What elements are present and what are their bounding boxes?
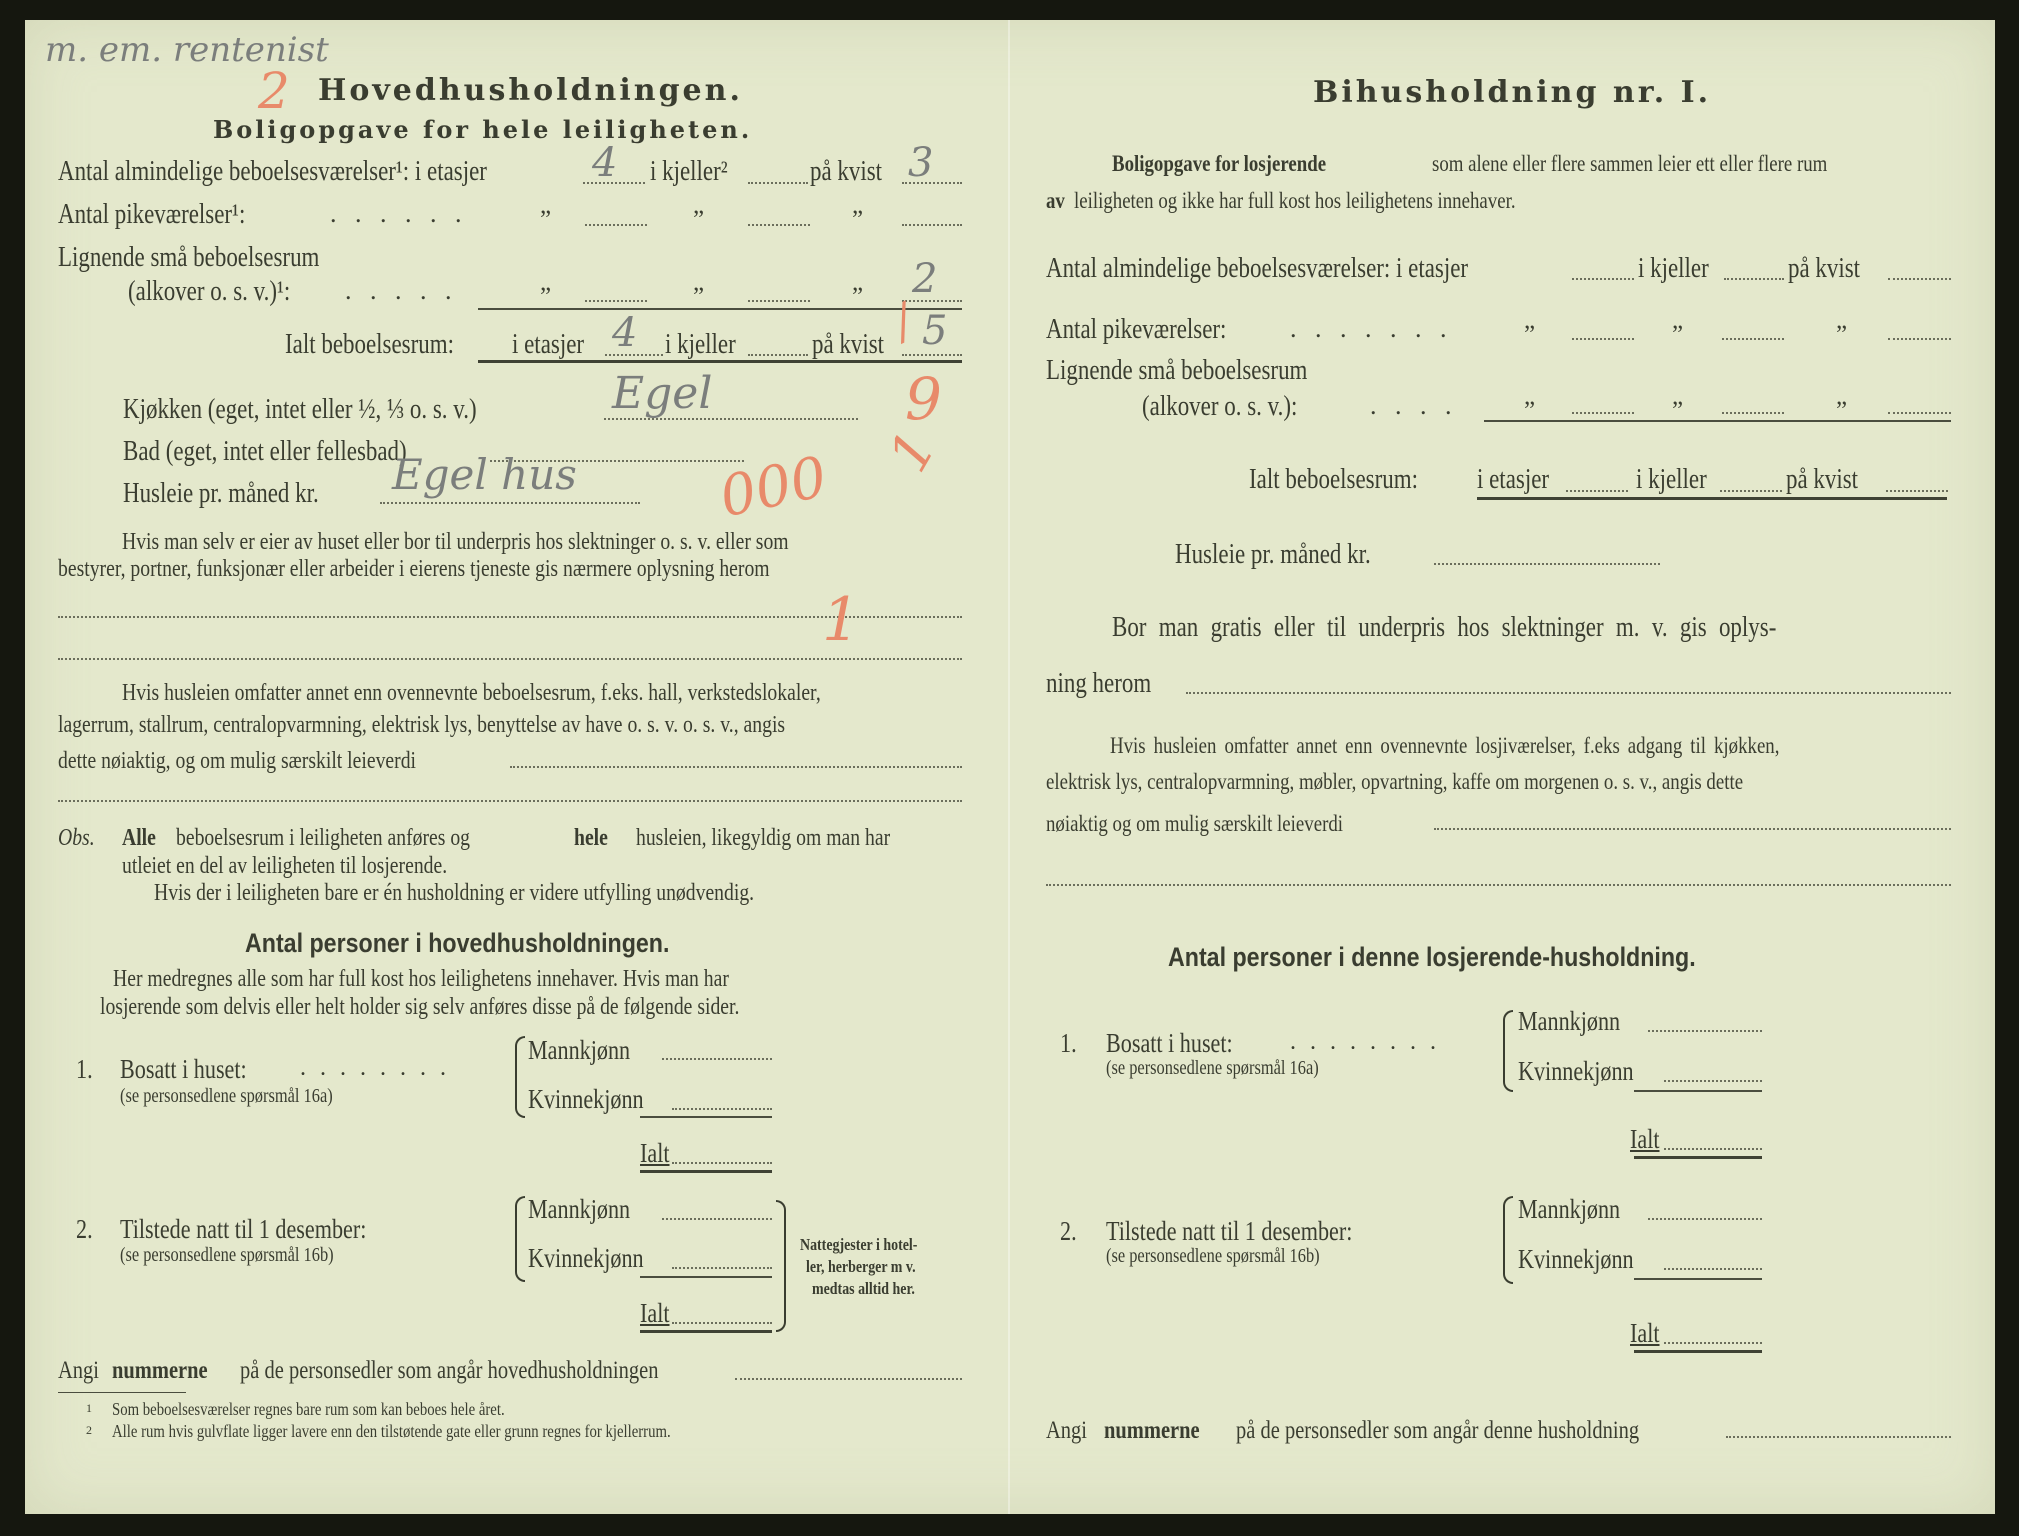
rooms-total-kvist-value: 5 bbox=[922, 308, 948, 354]
ditto-mark: ” bbox=[1836, 397, 1848, 424]
r-free-line1: Bor man gratis eller til underpris hos slektninger m. v. gis oplys- bbox=[1112, 612, 1777, 643]
r-q2-sublabel: (se personsedlene spørsmål 16b) bbox=[1106, 1245, 1320, 1267]
intro-line2: leiligheten og ikke har full kost hos leilighetens innehaver. bbox=[1074, 188, 1516, 213]
obs-label: Obs. bbox=[58, 825, 95, 851]
ditto-mark: ” bbox=[540, 283, 552, 310]
angi-text: på de personsedler som angår hovedhusholdningen bbox=[240, 1357, 659, 1384]
r-q1-male-field[interactable] bbox=[1648, 1030, 1762, 1032]
r-q2-male-label: Mannkjønn bbox=[1518, 1194, 1621, 1224]
q2-total-label: Ialt bbox=[640, 1298, 670, 1328]
intro-bold: Boligopgave for losjerende bbox=[1112, 151, 1327, 176]
rooms-row1-label: Antal almindelige beboelsesværelser¹: i etasjer bbox=[58, 156, 487, 187]
r-rooms-row3-label: Lignende små beboelsesrum bbox=[1046, 355, 1308, 386]
rooms-total-label: Ialt beboelsesrum: bbox=[285, 329, 454, 360]
persons-note-line2: losjerende som delvis eller helt holder sig selv anføres disse på de følgende sider. bbox=[100, 994, 740, 1020]
rooms-row1-kvist-label: på kvist bbox=[810, 156, 883, 187]
r-rooms-row3-etasjer-field[interactable] bbox=[1572, 412, 1634, 414]
r-q2-total-label: Ialt bbox=[1630, 1318, 1660, 1348]
rooms-row3-sublabel: (alkover o. s. v.)¹: bbox=[128, 276, 291, 307]
rooms-row3-label: Lignende små beboelsesrum bbox=[58, 242, 320, 273]
q2-label: Tilstede natt til 1 desember: bbox=[120, 1214, 367, 1244]
r-rooms-row2-kjeller-field[interactable] bbox=[1722, 338, 1784, 340]
rent-field[interactable] bbox=[380, 502, 640, 504]
r-rooms-row3-leader-dots: . . . . bbox=[1370, 391, 1458, 420]
r-rooms-total-kvist-field[interactable] bbox=[1886, 490, 1948, 492]
r-q1-female-label: Kvinnekjønn bbox=[1518, 1056, 1634, 1086]
night-guests-brace bbox=[776, 1200, 786, 1332]
angi-nummerne: nummerne bbox=[112, 1357, 208, 1384]
q2-female-label: Kvinnekjønn bbox=[528, 1243, 644, 1273]
subtitle-boligopgave: Boligopgave for hele leiligheten. bbox=[213, 115, 753, 144]
kitchen-value: Egel bbox=[612, 368, 713, 419]
q1-male-label: Mannkjønn bbox=[528, 1035, 631, 1065]
rooms-total-kvist-field[interactable] bbox=[902, 354, 962, 356]
r-free-info-field[interactable] bbox=[1186, 692, 1951, 694]
ditto-mark: ” bbox=[693, 283, 705, 310]
rent-label: Husleie pr. måned kr. bbox=[123, 478, 319, 509]
r-rooms-total-kjeller-field[interactable] bbox=[1720, 490, 1782, 492]
q1-sublabel: (se personsedlene spørsmål 16a) bbox=[120, 1085, 333, 1107]
q2-male-label: Mannkjønn bbox=[528, 1194, 631, 1224]
intro-av: av bbox=[1046, 188, 1065, 213]
red-mark-1: 1 bbox=[876, 420, 949, 483]
rooms-row2-kvist-field[interactable] bbox=[902, 224, 962, 226]
q2-sublabel: (se personsedlene spørsmål 16b) bbox=[120, 1244, 334, 1266]
person-numbers-field[interactable] bbox=[735, 1378, 962, 1380]
r-rooms-total-etasjer-label: i etasjer bbox=[1477, 464, 1550, 495]
r-q1-total-field[interactable] bbox=[1664, 1148, 1762, 1150]
q2-male-field[interactable] bbox=[662, 1218, 772, 1220]
r-q1-total-rule bbox=[1634, 1156, 1762, 1159]
intro-line1: som alene eller flere sammen leier ett eller flere rum bbox=[1432, 151, 1828, 176]
r-q2-total-field[interactable] bbox=[1664, 1342, 1762, 1344]
r-rooms-total-kvist-label: på kvist bbox=[1786, 464, 1859, 495]
r-rooms-row1-kjeller-field[interactable] bbox=[1724, 278, 1784, 280]
r-q2-label: Tilstede natt til 1 desember: bbox=[1106, 1216, 1353, 1246]
total-double-rule bbox=[478, 360, 962, 363]
rent-note-line2: lagerrum, stallrum, centralopvarmning, elektrisk lys, benyttelse av have o. s. v. o. s. v., angis bbox=[58, 712, 786, 738]
r-angi-label: Angi bbox=[1046, 1417, 1087, 1444]
rent-note-line1: Hvis husleien omfatter annet enn ovennevnte beboelsesrum, f.eks. hall, verkstedslokaler, bbox=[122, 680, 821, 706]
rooms-total-kjeller-label: i kjeller bbox=[665, 329, 736, 360]
rooms-total-kvist-label: på kvist bbox=[812, 329, 885, 360]
r-angi-text: på de personsedler som angår denne husholdning bbox=[1236, 1417, 1640, 1444]
bath-label: Bad (eget, intet eller fellesbad) bbox=[123, 436, 407, 467]
q2-female-field[interactable] bbox=[672, 1267, 772, 1269]
r-rent-extra-field-2[interactable] bbox=[1046, 884, 1951, 886]
q1-total-label: Ialt bbox=[640, 1138, 670, 1168]
rooms-total-kjeller-field[interactable] bbox=[748, 354, 808, 356]
ditto-mark: ” bbox=[1524, 397, 1536, 424]
q1-sum-rule bbox=[640, 1116, 772, 1118]
kitchen-label: Kjøkken (eget, intet eller ½, ⅓ o. s. v.) bbox=[123, 394, 477, 425]
rent-value: Egel hus bbox=[392, 450, 577, 499]
ditto-mark: ” bbox=[1836, 321, 1848, 348]
ditto-mark: ” bbox=[540, 206, 552, 233]
r-total-double-rule bbox=[1477, 497, 1947, 500]
page-title-hovedhusholdningen: Hovedhusholdningen. bbox=[318, 73, 743, 108]
rooms-row3-kvist-value: 2 bbox=[912, 256, 938, 302]
night-note-line2: ler, herberger m v. bbox=[806, 1257, 916, 1276]
ditto-mark: ” bbox=[852, 283, 864, 310]
q1-female-label: Kvinnekjønn bbox=[528, 1084, 644, 1114]
r-angi-nummerne: nummerne bbox=[1104, 1417, 1200, 1444]
r-rooms-row2-label: Antal pikeværelser: bbox=[1046, 314, 1227, 345]
red-mark-000: 000 bbox=[714, 444, 833, 531]
r-q1-brace bbox=[1503, 1010, 1513, 1092]
red-slash-mark: / bbox=[884, 293, 922, 349]
r-rent-note-line2: elektrisk lys, centralopvarmning, møbler, opvartning, kaffe om morgenen o. s. v., angis dette bbox=[1046, 769, 1744, 794]
rooms-total-etasjer-value: 4 bbox=[612, 310, 638, 356]
rooms-row1-kjeller-label: i kjeller² bbox=[650, 156, 728, 187]
r-q2-number: 2. bbox=[1060, 1216, 1077, 1246]
rooms-row2-leader-dots: . . . . . . bbox=[330, 199, 468, 228]
r-rent-field[interactable] bbox=[1434, 563, 1660, 565]
owner-info-field-2[interactable] bbox=[58, 658, 962, 660]
persons-heading: Antal personer i hovedhusholdningen. bbox=[245, 928, 670, 958]
q1-male-field[interactable] bbox=[662, 1058, 772, 1060]
r-rooms-row1-label: Antal almindelige beboelsesværelser: i etasjer bbox=[1046, 253, 1469, 284]
q1-total-field[interactable] bbox=[672, 1162, 772, 1164]
page-title-bihusholdning: Bihusholdning nr. I. bbox=[1313, 75, 1712, 110]
r-q1-male-label: Mannkjønn bbox=[1518, 1006, 1621, 1036]
r-q2-female-label: Kvinnekjønn bbox=[1518, 1244, 1634, 1274]
r-persons-heading: Antal personer i denne losjerende-husholdning. bbox=[1168, 942, 1696, 972]
r-sum-rule bbox=[1484, 420, 1951, 422]
r-q1-sum-rule bbox=[1634, 1090, 1762, 1092]
ditto-mark: ” bbox=[1524, 321, 1536, 348]
red-household-number: 2 bbox=[258, 62, 290, 120]
q2-number: 2. bbox=[76, 1214, 93, 1244]
r-q1-total-label: Ialt bbox=[1630, 1124, 1660, 1154]
rent-note-line3: dette nøiaktig, og om mulig særskilt leieverdi bbox=[58, 748, 417, 774]
r-person-numbers-field[interactable] bbox=[1726, 1436, 1951, 1438]
footnote-1-mark: 1 bbox=[86, 1401, 92, 1415]
r-rooms-row1-kvist-label: på kvist bbox=[1788, 253, 1861, 284]
persons-note-line1: Her medregnes alle som har full kost hos leilighetens innehaver. Hvis man har bbox=[113, 966, 729, 992]
r-q2-sum-rule bbox=[1634, 1278, 1762, 1280]
r-rooms-row1-etasjer-field[interactable] bbox=[1572, 278, 1634, 280]
r-q2-brace bbox=[1503, 1196, 1513, 1284]
obs-alle: Alle bbox=[122, 825, 156, 851]
r-rent-extra-field-1[interactable] bbox=[1434, 828, 1951, 830]
r-q1-leader-dots: . . . . . . . . bbox=[1290, 1029, 1440, 1055]
rooms-row2-label: Antal pikeværelser¹: bbox=[58, 199, 246, 230]
r-rooms-total-kjeller-label: i kjeller bbox=[1636, 464, 1707, 495]
footnote-separator bbox=[58, 1392, 186, 1393]
red-mark-9: 9 bbox=[905, 365, 942, 433]
rooms-row2-etasjer-field[interactable] bbox=[585, 224, 647, 226]
rooms-row1-etasjer-value: 4 bbox=[592, 140, 618, 186]
r-free-line2: ning herom bbox=[1046, 668, 1152, 699]
ditto-mark: ” bbox=[693, 206, 705, 233]
rooms-row1-kvist-value: 3 bbox=[908, 140, 934, 186]
rooms-row3-kjeller-field[interactable] bbox=[748, 300, 810, 302]
rent-extra-field-2[interactable] bbox=[58, 800, 962, 802]
r-rooms-row1-kjeller-label: i kjeller bbox=[1638, 253, 1709, 284]
obs-line1-text: beboelsesrum i leiligheten anføres og bbox=[176, 825, 471, 851]
ditto-mark: ” bbox=[1672, 321, 1684, 348]
rooms-total-etasjer-label: i etasjer bbox=[512, 329, 585, 360]
footnote-2-mark: 2 bbox=[86, 1423, 92, 1437]
r-q1-label: Bosatt i huset: bbox=[1106, 1028, 1233, 1058]
r-q2-male-field[interactable] bbox=[1648, 1218, 1762, 1220]
q2-total-rule bbox=[640, 1330, 772, 1333]
rooms-row1-kjeller-field[interactable] bbox=[748, 182, 808, 184]
r-rooms-row3-kvist-field[interactable] bbox=[1888, 412, 1951, 414]
owner-note-line1: Hvis man selv er eier av huset eller bor til underpris hos slektninger o. s. v. eller som bbox=[122, 529, 789, 555]
footnote-2: Alle rum hvis gulvflate ligger lavere enn den tilstøtende gate eller grunn regnes for kjellerrum. bbox=[112, 1421, 671, 1441]
rooms-row3-etasjer-field[interactable] bbox=[585, 300, 647, 302]
r-rooms-row3-sublabel: (alkover o. s. v.): bbox=[1142, 391, 1298, 422]
r-rooms-row2-etasjer-field[interactable] bbox=[1572, 338, 1634, 340]
q1-number: 1. bbox=[76, 1054, 93, 1084]
owner-note-line2: bestyrer, portner, funksjonær eller arbeider i eierens tjeneste gis nærmere oplysning herom bbox=[58, 556, 770, 582]
ditto-mark: ” bbox=[1672, 397, 1684, 424]
q2-total-field[interactable] bbox=[672, 1322, 772, 1324]
rooms-row3-leader-dots: . . . . . bbox=[345, 276, 458, 305]
page-fold bbox=[1008, 20, 1010, 1514]
obs-line1-end: husleien, likegyldig om man har bbox=[636, 825, 891, 851]
footnote-1: Som beboelsesværelser regnes bare rum som kan beboes hele året. bbox=[112, 1399, 505, 1419]
handwritten-occupation-note: m. em. rentenist bbox=[45, 30, 329, 70]
night-note-line1: Nattegjester i hotel- bbox=[800, 1235, 918, 1254]
r-q2-female-field[interactable] bbox=[1664, 1268, 1762, 1270]
rent-extra-field-1[interactable] bbox=[510, 766, 962, 768]
obs-hele: hele bbox=[574, 825, 608, 851]
night-note-line3: medtas alltid her. bbox=[812, 1279, 915, 1298]
q2-sum-rule bbox=[640, 1276, 772, 1278]
q1-brace bbox=[515, 1036, 525, 1118]
r-rooms-row1-kvist-field[interactable] bbox=[1888, 278, 1951, 280]
ditto-mark: ” bbox=[852, 206, 864, 233]
obs-line3: Hvis der i leiligheten bare er én husholdning er videre utfylling unødvendig. bbox=[154, 880, 755, 906]
obs-line2: utleiet en del av leiligheten til losjerende. bbox=[122, 853, 448, 879]
q1-female-field[interactable] bbox=[672, 1108, 772, 1110]
r-q1-female-field[interactable] bbox=[1664, 1080, 1762, 1082]
r-rooms-total-etasjer-field[interactable] bbox=[1566, 490, 1628, 492]
r-rooms-row2-leader-dots: . . . . . . . bbox=[1290, 314, 1453, 343]
q2-brace bbox=[515, 1196, 525, 1282]
q1-label: Bosatt i huset: bbox=[120, 1054, 247, 1084]
angi-label: Angi bbox=[58, 1357, 99, 1384]
rooms-row2-kjeller-field[interactable] bbox=[748, 224, 810, 226]
r-rooms-row3-kjeller-field[interactable] bbox=[1722, 412, 1784, 414]
r-q2-total-rule bbox=[1634, 1350, 1762, 1353]
r-q1-number: 1. bbox=[1060, 1028, 1077, 1058]
r-rooms-total-label: Ialt beboelsesrum: bbox=[1249, 464, 1418, 495]
red-mark-vertical: 1 bbox=[822, 585, 861, 655]
r-rent-label: Husleie pr. måned kr. bbox=[1175, 539, 1371, 570]
r-rent-note-line3: nøiaktig og om mulig særskilt leieverdi bbox=[1046, 811, 1344, 836]
q1-total-rule bbox=[640, 1170, 772, 1173]
r-rooms-row2-kvist-field[interactable] bbox=[1888, 338, 1951, 340]
r-rent-note-line1: Hvis husleien omfatter annet enn ovennevnte losjiværelser, f.eks adgang til kjøkken, bbox=[1110, 733, 1780, 758]
q1-leader-dots: . . . . . . . . bbox=[300, 1055, 450, 1081]
r-q1-sublabel: (se personsedlene spørsmål 16a) bbox=[1106, 1057, 1319, 1079]
